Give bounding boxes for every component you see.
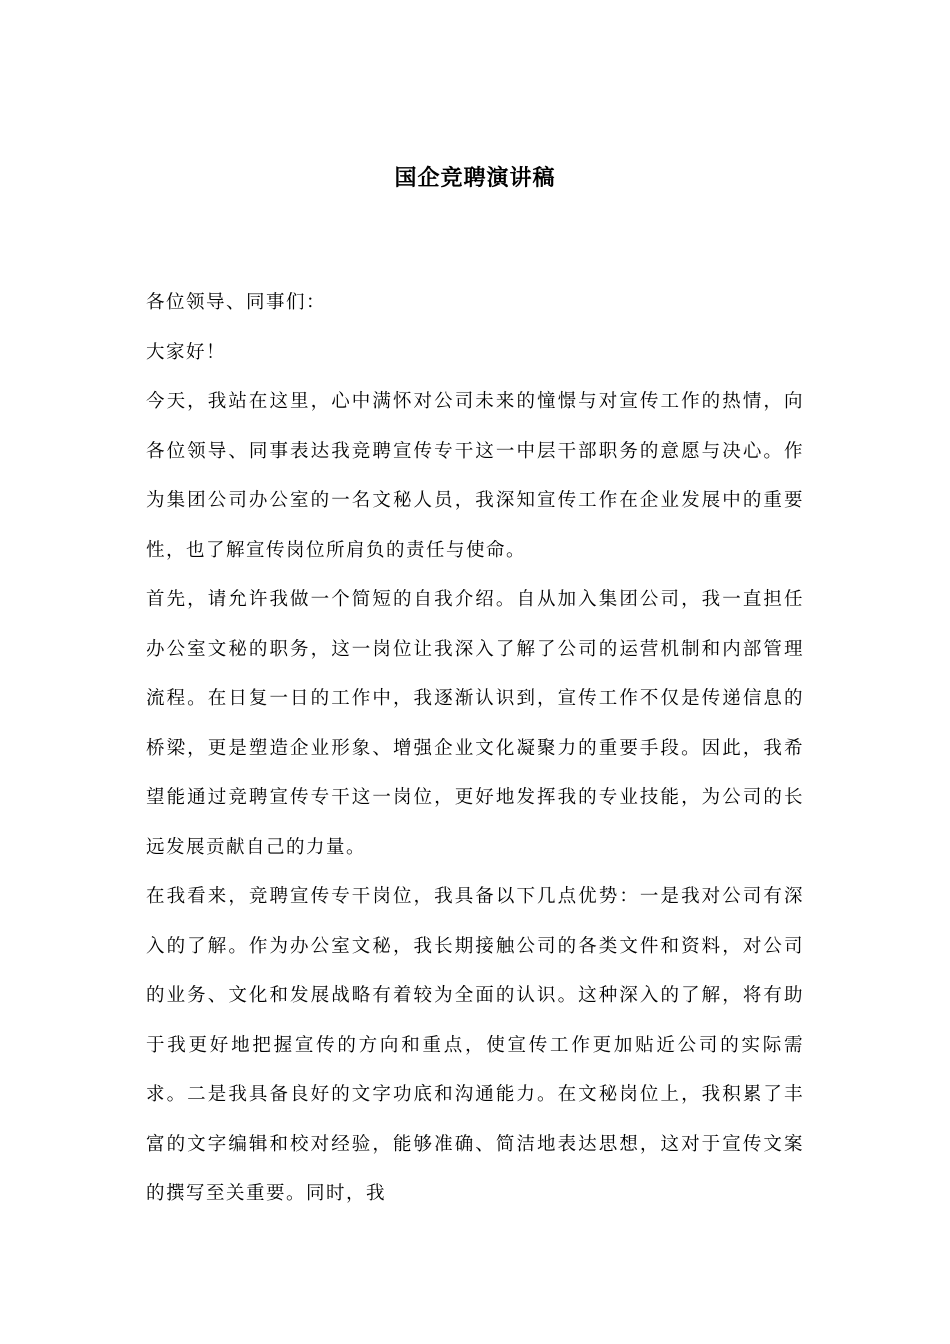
paragraph-self-introduction: 首先，请允许我做一个简短的自我介绍。自从加入集团公司，我一直担任办公室文秘的职务，这一岗位让我深入了解了公司的运营机制和内部管理流程。在日复一日的工作中，我逐渐认识到，宣传工作不仅是传递信息的桥梁，更是塑造企业形象、增强企业文化凝聚力的重要手段。因此，我希望能通过竞聘宣传专干这一岗位，更好地发挥我的专业技能，为公司的长远发展贡献自己的力量。 <box>146 589 804 858</box>
paragraph-advantages: 在我看来，竞聘宣传专干岗位，我具备以下几点优势：一是我对公司有深入的了解。作为办公室文秘，我长期接触公司的各类文件和资料，对公司的业务、文化和发展战略有着较为全面的认识。这种深入的了解，将有助于我更好地把握宣传的方向和重点，使宣传工作更加贴近公司的实际需求。二是我具备良好的文字功底和沟通能力。在文秘岗位上，我积累了丰富的文字编辑和校对经验，能够准确、简洁地表达思想，这对于宣传文案的撰写至关重要。同时，我 <box>146 886 804 1204</box>
salutation: 各位领导、同事们： <box>146 292 327 313</box>
document-body <box>146 278 804 1219</box>
paragraph-intro: 今天，我站在这里，心中满怀对公司未来的憧憬与对宣传工作的热情，向各位领导、同事表达我竞聘宣传专干这一中层干部职务的意愿与决心。作为集团公司办公室的一名文秘人员，我深知宣传工作在企业发展中的重要性，也了解宣传岗位所肩负的责任与使命。 <box>146 391 804 561</box>
greeting: 大家好！ <box>146 341 227 363</box>
document-title: 国企竞聘演讲稿 <box>394 165 556 191</box>
